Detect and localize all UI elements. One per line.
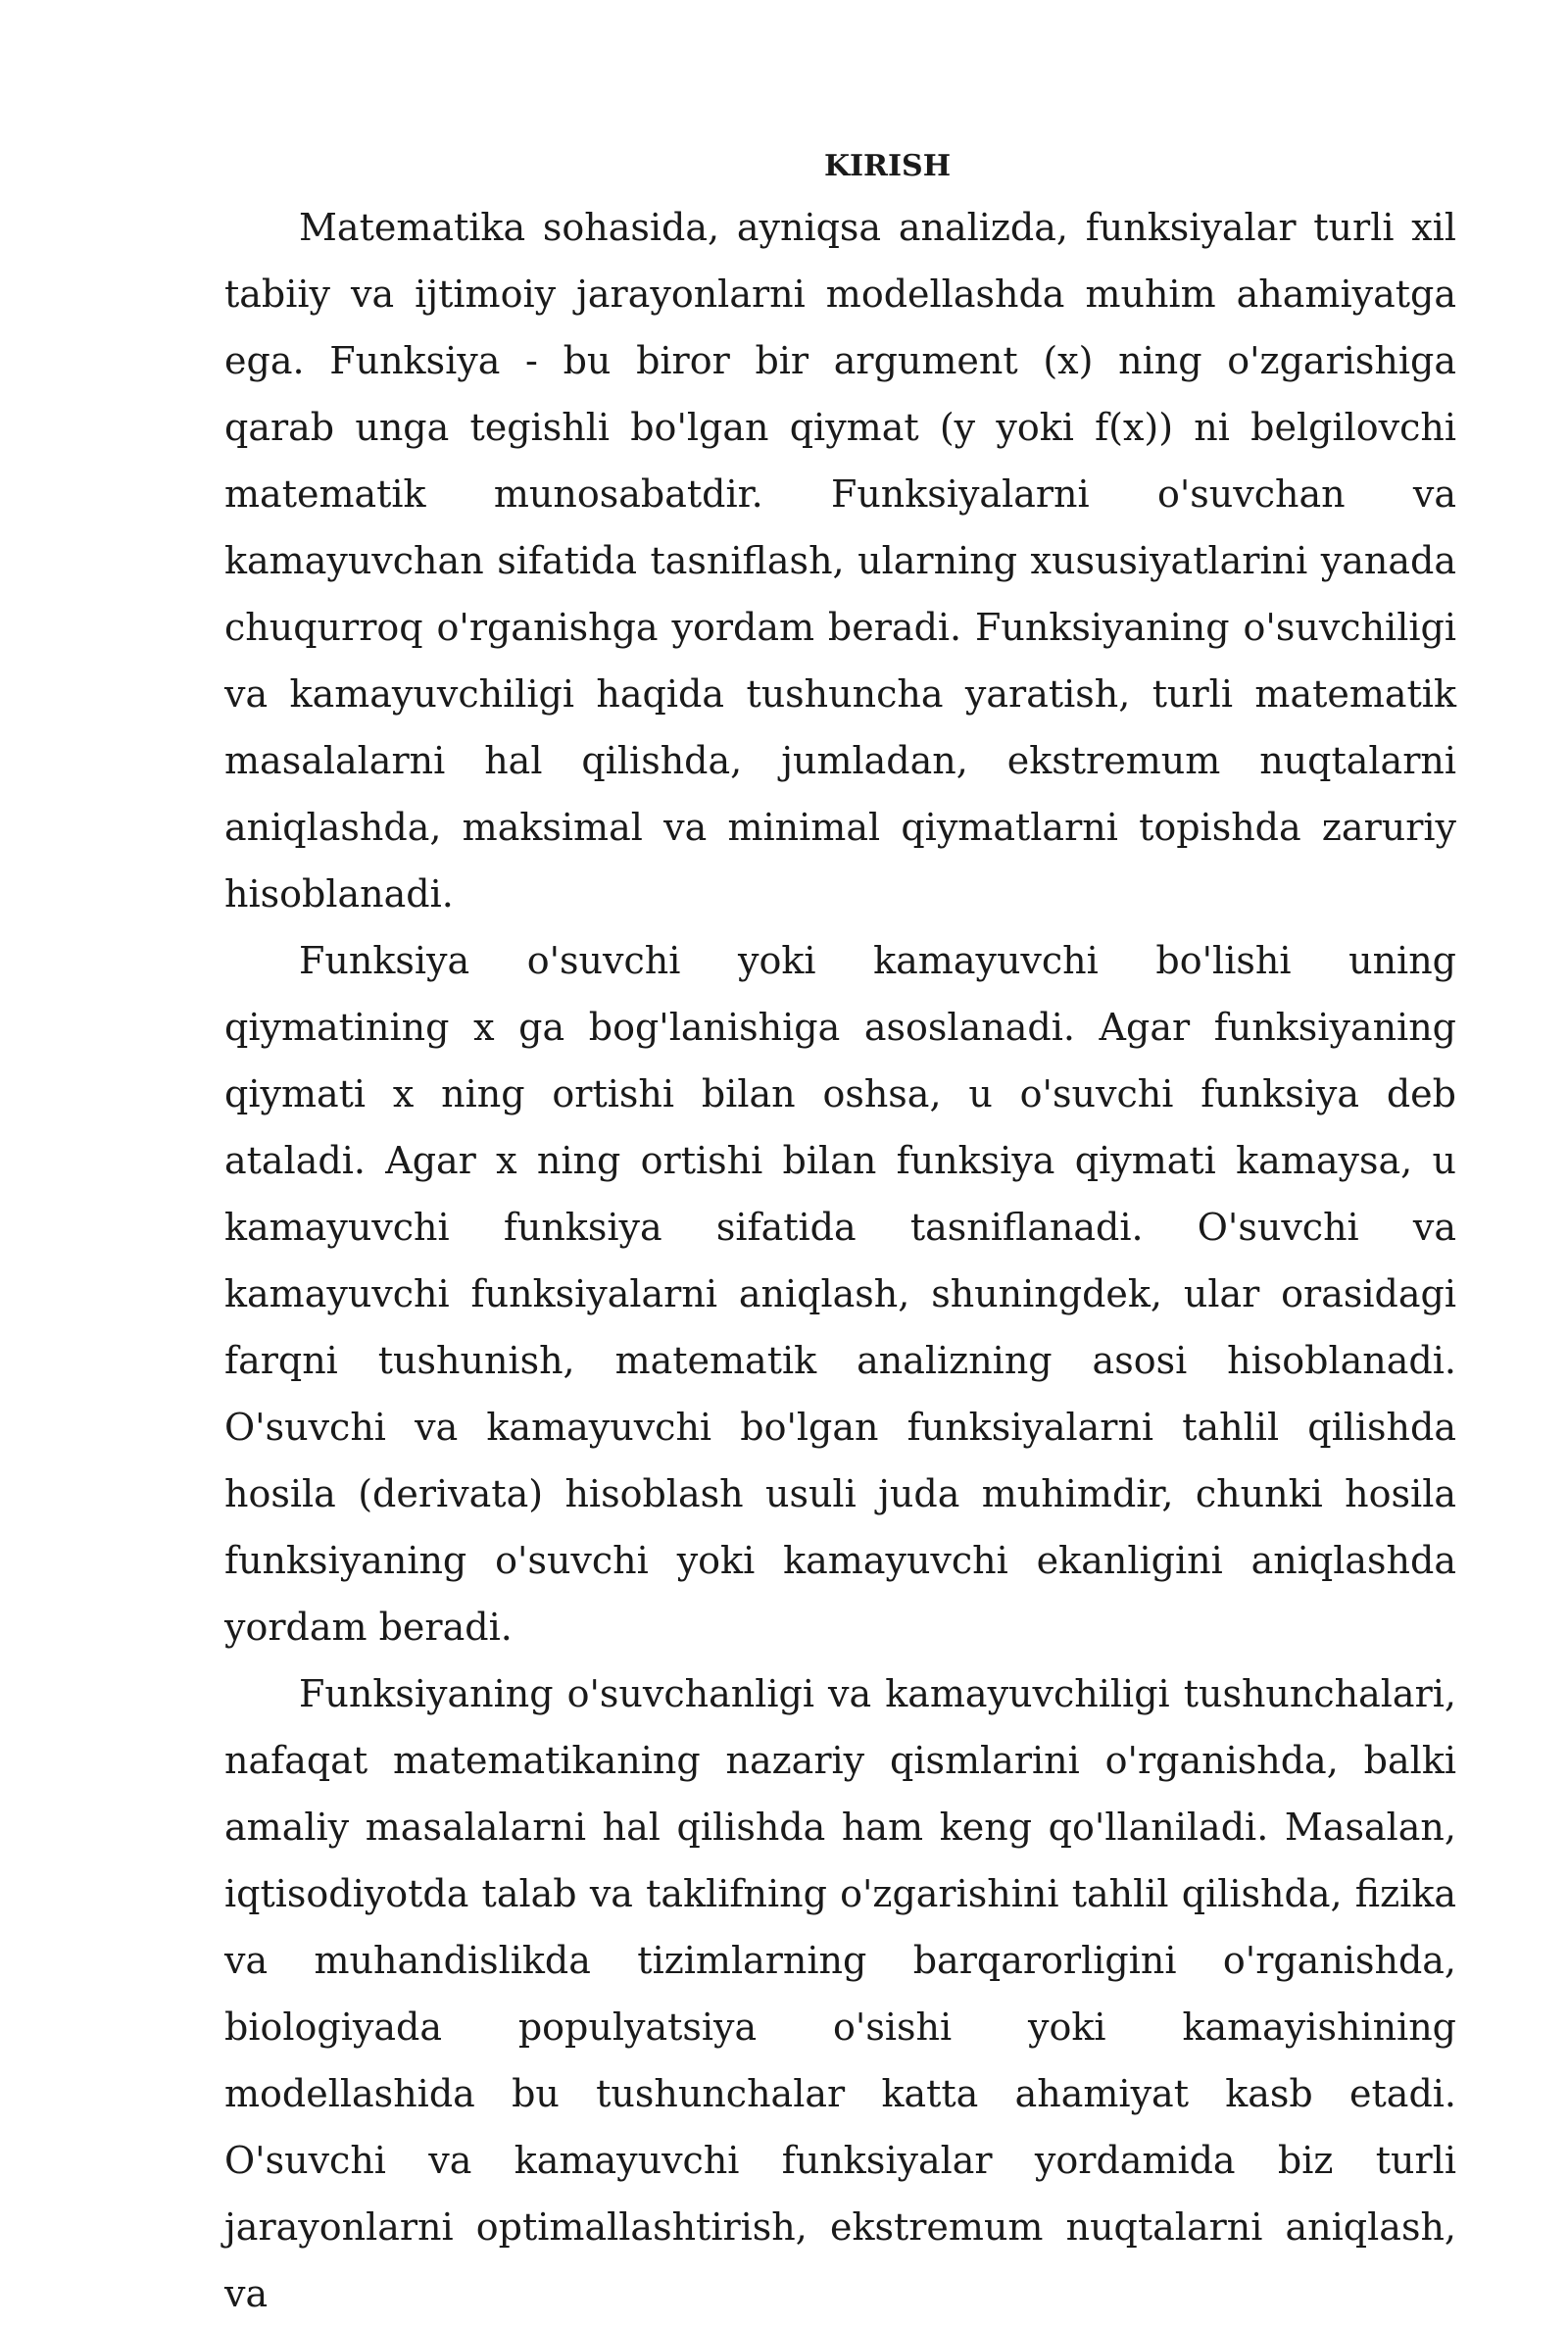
paragraph-2: Funksiya o'suvchi yoki kamayuvchi bo'lishi uning qiymatining x ga bog'lanishiga asoslanadi. Agar funksiyaning qiymati x ning ortishi bilan oshsa, u o'suvchi funksiya deb ataladi. Agar x ning ortishi bilan funksiya qiymati kamaysa, u kamayuvchi funksiya sifatida tasniflanadi. O'suvchi va kamayuvchi funksiyalarni aniqlash, shuningdek, ular orasidagi farqni tushunish, matematik analizning asosi hisoblanadi. O'suvchi va kamayuvchi bo'lgan funksiyalarni tahlil qilishda hosila (derivata) hisoblash usuli juda muhimdir, chunki hosila funksiyaning o'suvchi yoki kamayuvchi ekanligini aniqlashda yordam beradi. bbox=[224, 939, 1456, 1649]
paragraph-3: Funksiyaning o'suvchanligi va kamayuvchiligi tushunchalari, nafaqat matematikaning nazariy qismlarini o'rganishda, balki amaliy masalalarni hal qilishda ham keng qo'llaniladi. Masalan, iqtisodiyotda talab va taklifning o'zgarishini tahlil qilishda, fizika va muhandislikda tizimlarning barqarorligini o'rganishda, biologiyada populyatsiya o'sishi yoki kamayishining modellashida bu tushunchalar katta ahamiyat kasb etadi. O'suvchi va kamayuvchi funksiyalar yordamida biz turli jarayonlarni optimallashtirish, ekstremum nuqtalarni aniqlash, va bbox=[224, 1672, 1456, 2315]
document-body bbox=[224, 139, 1456, 2327]
document-title: KIRISH bbox=[823, 149, 952, 183]
paragraph-1: Matematika sohasida, ayniqsa analizda, funksiyalar turli xil tabiiy va ijtimoiy jarayonlarni modellashda muhim ahamiyatga ega. Funksiya - bu biror bir argument (x) ning o'zgarishiga qarab unga tegishli bo'lgan qiymat (y yoki f(x)) ni belgilovchi matematik munosabatdir. Funksiyalarni o'suvchan va kamayuvchan sifatida tasniflash, ularning xususiyatlarini yanada chuqurroq o'rganishga yordam beradi. Funksiyaning o'suvchiligi va kamayuvchiligi haqida tushuncha yaratish, turli matematik masalalarni hal qilishda, jumladan, ekstremum nuqtalarni aniqlashda, maksimal va minimal qiymatlarni topishda zaruriy hisoblanadi. bbox=[224, 206, 1456, 916]
